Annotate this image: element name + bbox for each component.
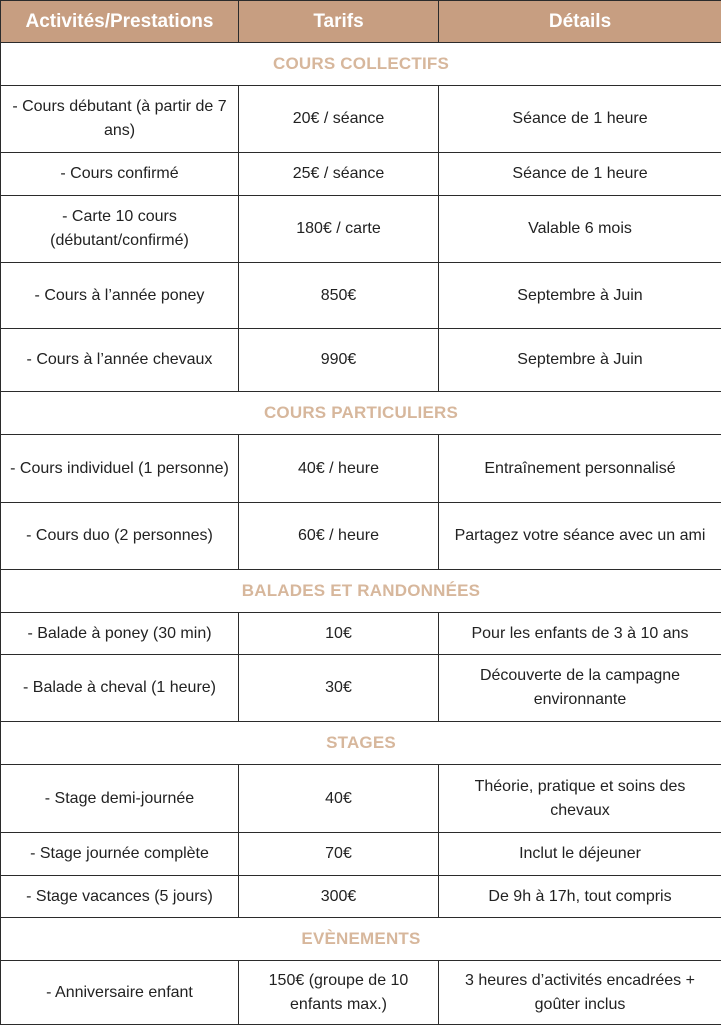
activity-cell: - Cours débutant (à partir de 7 ans) bbox=[1, 86, 239, 153]
price-cell: 60€ / heure bbox=[239, 503, 439, 570]
activity-cell: - Cours à l’année poney bbox=[1, 263, 239, 329]
table-row bbox=[1, 876, 721, 918]
details-cell: De 9h à 17h, tout compris bbox=[439, 876, 721, 918]
price-cell: 150€ (groupe de 10 enfants max.) bbox=[239, 961, 439, 1025]
section-row bbox=[1, 392, 721, 435]
price-cell: 40€ / heure bbox=[239, 435, 439, 503]
details-cell: Découverte de la campagne environnante bbox=[439, 655, 721, 722]
activity-cell: - Cours à l’année chevaux bbox=[1, 329, 239, 392]
price-cell: 40€ bbox=[239, 765, 439, 833]
price-cell: 20€ / séance bbox=[239, 86, 439, 153]
activity-cell: - Carte 10 cours (débutant/confirmé) bbox=[1, 196, 239, 263]
price-cell: 10€ bbox=[239, 613, 439, 655]
details-cell: Entraînement personnalisé bbox=[439, 435, 721, 503]
details-cell: 3 heures d’activités encadrées + goûter inclus bbox=[439, 961, 721, 1025]
section-row bbox=[1, 918, 721, 961]
section-title-balades: BALADES ET RANDONNÉES bbox=[1, 570, 721, 613]
section-title-stages: STAGES bbox=[1, 722, 721, 765]
price-cell: 990€ bbox=[239, 329, 439, 392]
details-cell: Valable 6 mois bbox=[439, 196, 721, 263]
price-cell: 300€ bbox=[239, 876, 439, 918]
details-cell: Inclut le déjeuner bbox=[439, 833, 721, 876]
table-row bbox=[1, 833, 721, 876]
details-cell: Théorie, pratique et soins des chevaux bbox=[439, 765, 721, 833]
price-cell: 30€ bbox=[239, 655, 439, 722]
activity-cell: - Anniversaire enfant bbox=[1, 961, 239, 1025]
table-row bbox=[1, 263, 721, 329]
price-cell: 70€ bbox=[239, 833, 439, 876]
header-details: Détails bbox=[439, 1, 721, 43]
section-row bbox=[1, 570, 721, 613]
table-row bbox=[1, 503, 721, 570]
details-cell: Septembre à Juin bbox=[439, 263, 721, 329]
header-activities: Activités/Prestations bbox=[1, 1, 239, 43]
table-row bbox=[1, 655, 721, 722]
activity-cell: - Cours confirmé bbox=[1, 153, 239, 196]
section-row bbox=[1, 43, 721, 86]
activity-cell: - Stage demi-journée bbox=[1, 765, 239, 833]
header-prices: Tarifs bbox=[239, 1, 439, 43]
table-row bbox=[1, 153, 721, 196]
table-row bbox=[1, 765, 721, 833]
table-row bbox=[1, 613, 721, 655]
table-row bbox=[1, 196, 721, 263]
price-cell: 180€ / carte bbox=[239, 196, 439, 263]
activity-cell: - Stage vacances (5 jours) bbox=[1, 876, 239, 918]
details-cell: Pour les enfants de 3 à 10 ans bbox=[439, 613, 721, 655]
price-cell: 25€ / séance bbox=[239, 153, 439, 196]
section-title-cours-collectifs: COURS COLLECTIFS bbox=[1, 43, 721, 86]
activity-cell: - Cours duo (2 personnes) bbox=[1, 503, 239, 570]
price-cell: 850€ bbox=[239, 263, 439, 329]
details-cell: Partagez votre séance avec un ami bbox=[439, 503, 721, 570]
details-cell: Septembre à Juin bbox=[439, 329, 721, 392]
header-row bbox=[1, 1, 721, 43]
activity-cell: - Balade à poney (30 min) bbox=[1, 613, 239, 655]
table-row bbox=[1, 435, 721, 503]
section-row bbox=[1, 722, 721, 765]
section-title-evenements: EVÈNEMENTS bbox=[1, 918, 721, 961]
activity-cell: - Stage journée complète bbox=[1, 833, 239, 876]
table-row bbox=[1, 329, 721, 392]
section-title-cours-particuliers: COURS PARTICULIERS bbox=[1, 392, 721, 435]
table-row bbox=[1, 86, 721, 153]
activity-cell: - Balade à cheval (1 heure) bbox=[1, 655, 239, 722]
table-row bbox=[1, 961, 721, 1025]
details-cell: Séance de 1 heure bbox=[439, 86, 721, 153]
activity-cell: - Cours individuel (1 personne) bbox=[1, 435, 239, 503]
details-cell: Séance de 1 heure bbox=[439, 153, 721, 196]
